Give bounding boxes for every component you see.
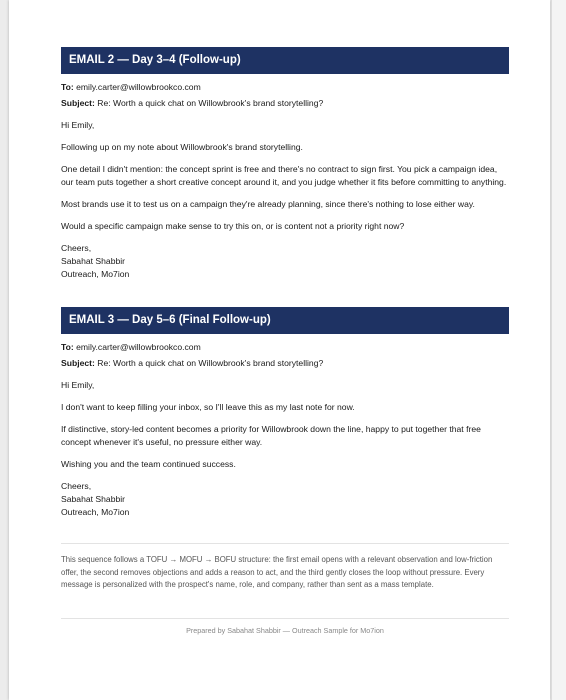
document-page <box>9 0 550 700</box>
signature-title: Outreach, Mo7ion <box>61 269 130 279</box>
email-2-paragraph-2: One detail I didn't mention: the concept sprint is free and there's no contract to sign first. You pick a campaign idea, our team puts together a short creative concept around it, and you judge whether it fits before committing to anything. <box>61 164 507 187</box>
email-3-paragraph-3: Wishing you and the team continued success. <box>61 459 236 469</box>
email-2-signature <box>61 242 509 281</box>
subject-label: Subject: <box>61 358 95 368</box>
to-label: To: <box>61 342 74 352</box>
signature-closing: Cheers, <box>61 243 92 253</box>
email-3-to-address: emily.carter@willowbrookco.com <box>73 342 201 352</box>
email-3-to-line <box>61 341 509 354</box>
email-2-subject: Re: Worth a quick chat on Willowbrook's brand storytelling? <box>94 98 324 108</box>
email-2-to-line <box>61 81 509 94</box>
email-3-paragraph-2: If distinctive, story-led content becomes a priority for Willowbrook down the line, happy to put together that free concept whenever it's useful, no pressure either way. <box>61 424 481 447</box>
email-3-greeting: Hi Emily, <box>61 380 95 390</box>
document-content <box>61 47 509 635</box>
email-3-paragraph-1: I don't want to keep filling your inbox, so I'll leave this as my last note for now. <box>61 402 355 412</box>
email-2-section <box>61 47 509 281</box>
sequence-summary: This sequence follows a TOFU → MOFU → BOFU structure: the first email opens with a relevant observation and low-friction offer, the second removes objections and adds a reason to act, and the third gently closes the loop without pressure. Every message is personalized with the prospect's name, role, and company, rather than sent as a mass template. <box>61 543 509 592</box>
to-label: To: <box>61 82 74 92</box>
viewer-scrollbar[interactable] <box>551 0 566 700</box>
signature-name: Sabahat Shabbir <box>61 494 126 504</box>
email-2-paragraph-1: Following up on my note about Willowbrook's brand storytelling. <box>61 142 303 152</box>
email-3-subject-line <box>61 357 509 370</box>
email-2-to-address: emily.carter@willowbrookco.com <box>73 82 201 92</box>
email-2-paragraph-3: Most brands use it to test us on a campaign they're already planning, since there's nothing to lose either way. <box>61 199 475 209</box>
email-3-section <box>61 307 509 519</box>
email-2-heading: EMAIL 2 — Day 3–4 (Follow-up) <box>61 47 509 74</box>
subject-label: Subject: <box>61 98 95 108</box>
email-3-heading: EMAIL 3 — Day 5–6 (Final Follow-up) <box>61 307 509 334</box>
page-footer: Prepared by Sabahat Shabbir — Outreach Sample for Mo7ion <box>61 618 509 635</box>
signature-title: Outreach, Mo7ion <box>61 507 130 517</box>
email-2-greeting: Hi Emily, <box>61 120 95 130</box>
signature-closing: Cheers, <box>61 481 92 491</box>
signature-name: Sabahat Shabbir <box>61 256 126 266</box>
email-3-subject: Re: Worth a quick chat on Willowbrook's brand storytelling? <box>94 358 324 368</box>
email-2-paragraph-4: Would a specific campaign make sense to try this on, or is content not a priority right now? <box>61 221 405 231</box>
email-3-signature <box>61 480 509 519</box>
email-2-subject-line <box>61 97 509 110</box>
